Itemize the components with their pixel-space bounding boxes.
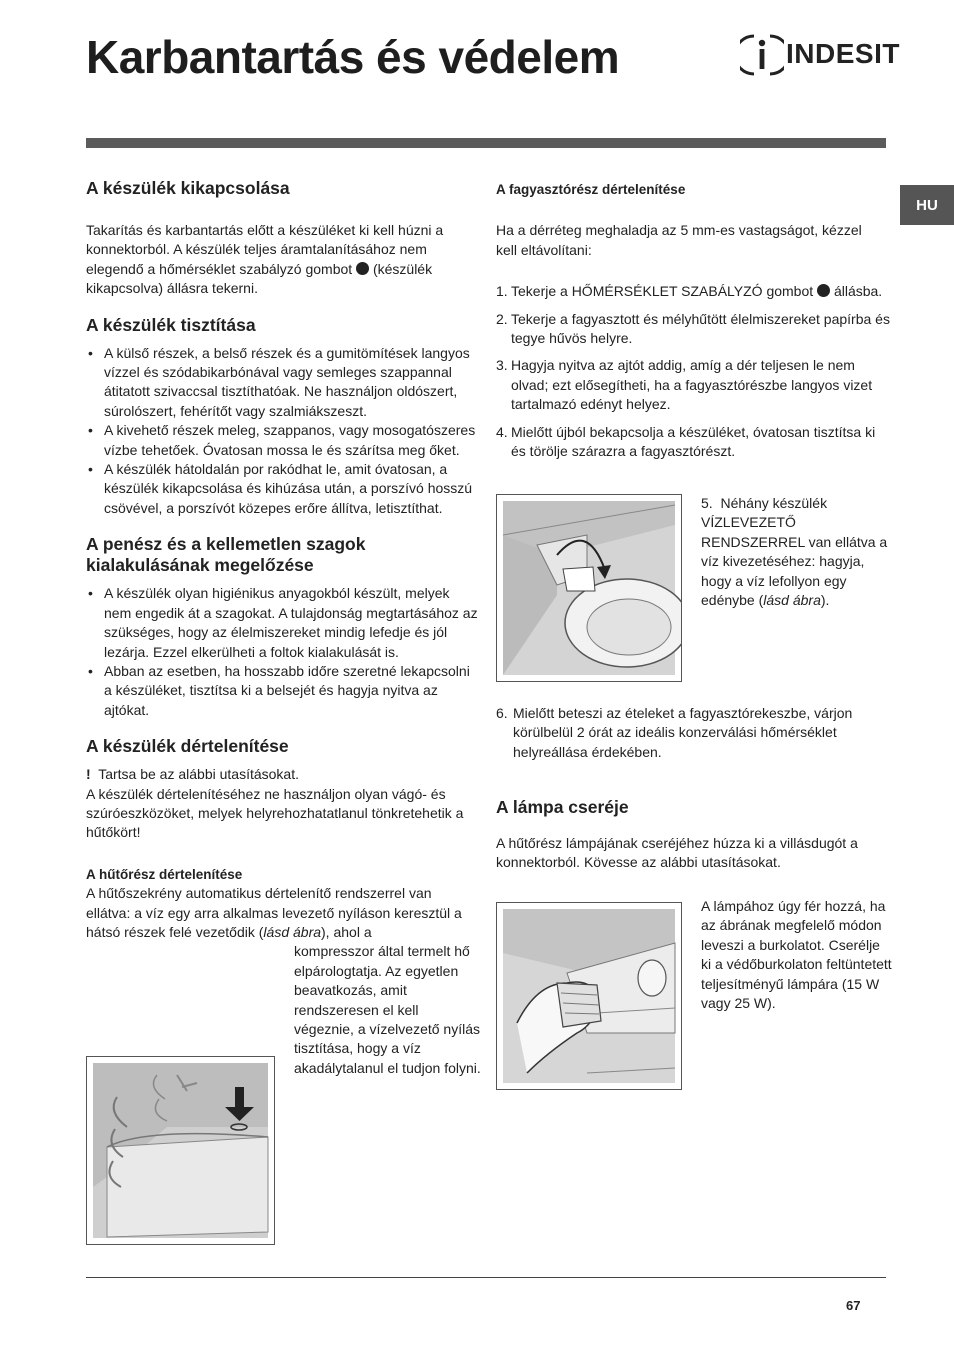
freezer-steps xyxy=(496,282,890,461)
lamp-section xyxy=(496,797,890,873)
section-heading-defrost: A készülék dértelenítése xyxy=(86,736,289,757)
freezer-drain-figure xyxy=(496,494,682,682)
mould-list xyxy=(86,584,480,720)
cleaning-list xyxy=(86,344,480,519)
fridge-defrost-side-text: kompresszor által termelt hő elpárologtatja. Az egyetlen beavatkozás, amit rendszeresen el kell végeznie, a vízelvezető nyílás tisztítása, hogy a víz akadálytalanul el tudjon folyni. xyxy=(294,943,481,1076)
brand-name: INDESIT xyxy=(786,38,900,69)
section-heading-switch-off: A készülék kikapcsolása xyxy=(86,178,290,198)
list-item: 4. Mielőtt újból bekapcsolja a készüléket, óvatosan tisztítsa ki és törölje szárazra a fagyasztórészt. xyxy=(496,423,876,460)
lamp-side-text: A lámpához úgy fér hozzá, ha az ábrának megfelelő módon leveszi a burkolatot. Cserélje ki a védőburkolaton feltüntetett teljesítményű lámpára (15 W vagy 25 W). xyxy=(701,898,892,1012)
list-item: • A külső részek, a belső részek és a gumitömítések langyos vízzel és szódabikarbónával vagy semleges szappannal átitatott szivaccsal tisztíthatóak. Ne használjon oldószert, súrolószert, fehérítőt vagy szalmiákszeszt. xyxy=(86,344,480,422)
step-5-text: 5. Néhány készülék VÍZLEVEZETŐ RENDSZERREL van ellátva a víz kivezetéséhez: hagyja, hogy a víz lefollyon egy edénybe (lásd ábra). xyxy=(701,495,888,609)
section-heading-mould: A penész és a kellemetlen szagok kialakulásának megelőzése xyxy=(86,534,366,576)
list-item: • A készülék hátoldalán por rakódhat le, amit óvatosan, a készülék kikapcsolása és kihúzása után, a porszívó hosszú csövével, a porszívót közepes erőre állítva, letisztíthat. xyxy=(86,460,480,518)
list-item: 1. Tekerje a HŐMÉRSÉKLET SZABÁLYZÓ gombot állásba. xyxy=(496,283,883,300)
fridge-interior-illustration xyxy=(87,1057,274,1244)
subheading-freezer-defrost: A fagyasztórész dértelenítése xyxy=(496,182,686,197)
defrost-paragraph: A készülék dértelenítéséhez ne használjon olyan vágó- és szúróeszközöket, melyek helyrehozhatatlanul tönkretehetik a hűtőkört! xyxy=(86,785,464,841)
indesit-logo-icon xyxy=(740,30,784,80)
lamp-cover-illustration xyxy=(497,903,681,1089)
off-position-dot-icon xyxy=(817,284,830,297)
subheading-fridge-defrost: A hűtőrész dértelenítése xyxy=(86,866,243,882)
brand-logo xyxy=(740,30,902,80)
freezer-intro: Ha a dérréteg meghaladja az 5 mm-es vastagságot, kézzel kell eltávolítani: xyxy=(496,222,862,258)
drain-hole-figure xyxy=(86,1056,275,1245)
right-column xyxy=(496,180,890,469)
lamp-figure xyxy=(496,902,682,1090)
header-divider xyxy=(86,138,886,148)
step-6 xyxy=(496,704,890,770)
left-column xyxy=(86,178,480,1078)
lamp-paragraph: A hűtőrész lámpájának cseréjéhez húzza ki a villásdugót a konnektorból. Kövesse az alábbi utasításokat. xyxy=(496,835,858,871)
switch-off-paragraph: Takarítás és karbantartás előtt a készüléket ki kell húzni a konnektorból. A készülék teljes áramtalanításához nem elegendő a hőmérséklet szabályzó gombot (készülék kikapcsolva) állásra tekerni. xyxy=(86,222,444,297)
language-tab: HU xyxy=(900,185,954,225)
list-item: 2. Tekerje a fagyasztott és mélyhűtött élelmiszereket papírba és tegye hűvös helyre. xyxy=(496,310,890,347)
off-position-dot-icon xyxy=(356,262,369,275)
section-heading-lamp: A lámpa cseréje xyxy=(496,797,629,817)
warning-icon: ! xyxy=(86,766,91,783)
list-item: 3. Hagyja nyitva az ajtót addig, amíg a dér teljesen le nem olvad; ezt elősegítheti, ha a fagyasztórészbe langyos vizet tartalmazó edényt helyez. xyxy=(496,357,873,413)
list-item: • A kivehető részek meleg, szappanos, vagy mosogatószeres vízbe tehetőek. Óvatosan mossa le és szárítsa meg őket. xyxy=(86,421,480,460)
list-item: 6. Mielőtt beteszi az ételeket a fagyasztórekeszbe, várjon körülbelül 2 órát az ideális konzerválási hőmérséklet helyreállása érdekében. xyxy=(496,705,853,760)
defrost-warning: ! Tartsa be az alábbi utasításokat. xyxy=(86,766,299,783)
page-title: Karbantartás és védelem xyxy=(86,31,620,83)
list-item: • Abban az esetben, ha hosszabb időre szeretné lekapcsolni a készüléket, tisztítsa ki a belsejét és hagyja nyitva az ajtókat. xyxy=(86,662,480,720)
page-number: 67 xyxy=(846,1298,861,1313)
list-item: • A készülék olyan higiénikus anyagokból készült, melyek nem engedik át a szagokat. A tulajdonság megtartásához az szükséges, hogy az élelmiszereket mindig lefedje és jól lezárja. Ezzel elkerülheti a foltok kialakulását is. xyxy=(86,584,480,662)
freezer-drain-illustration xyxy=(497,495,681,681)
section-heading-cleaning: A készülék tisztítása xyxy=(86,314,256,335)
fridge-defrost-paragraph: A hűtőszekrény automatikus dértelenítő rendszerrel van ellátva: a víz egy arra alkalmas levezető nyíláson keresztül a hátsó részek felé vezetődik (lásd ábra), ahol a xyxy=(86,885,462,940)
footer-divider xyxy=(86,1277,886,1278)
